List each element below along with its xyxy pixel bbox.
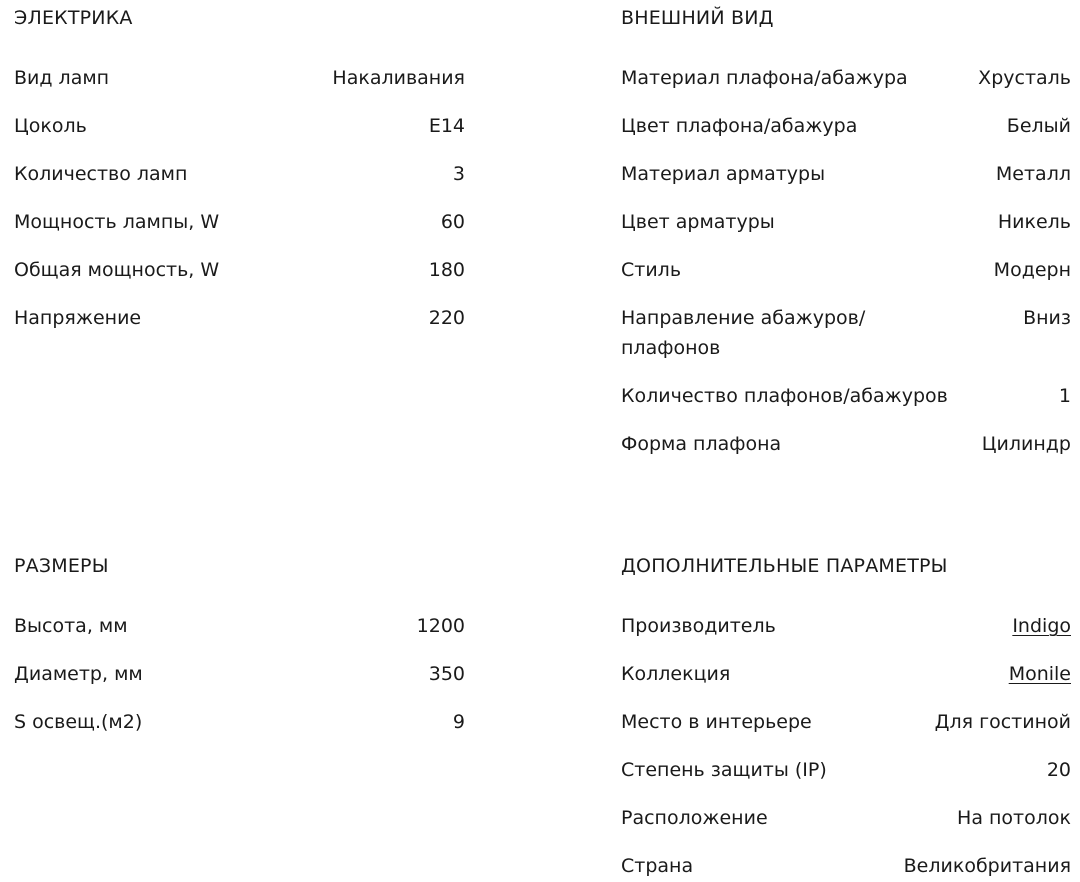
spec-value: Хрусталь bbox=[978, 67, 1071, 89]
extra-params-section bbox=[621, 551, 1071, 882]
appearance-section bbox=[621, 3, 1071, 477]
spec-row-lamp-count bbox=[14, 159, 465, 189]
spec-label: Напряжение bbox=[14, 307, 142, 329]
spec-label: Цоколь bbox=[14, 115, 87, 137]
spec-value: 1200 bbox=[416, 615, 465, 637]
spec-row-placement bbox=[621, 803, 1071, 833]
spec-value: Модерн bbox=[993, 259, 1071, 281]
spec-row-diameter bbox=[14, 659, 465, 689]
spec-row-lamp-power bbox=[14, 207, 465, 237]
spec-value: 60 bbox=[440, 211, 465, 233]
spec-row-voltage bbox=[14, 303, 465, 333]
section-title-extra: ДОПОЛНИТЕЛЬНЫЕ ПАРАМЕТРЫ bbox=[621, 555, 948, 577]
collection-link[interactable]: Monile bbox=[1008, 663, 1071, 685]
spec-row-manufacturer bbox=[621, 611, 1071, 641]
spec-row-country bbox=[621, 851, 1071, 881]
spec-label: Страна bbox=[621, 855, 694, 877]
spec-row-socket bbox=[14, 111, 465, 141]
spec-label: Стиль bbox=[621, 259, 682, 281]
spec-row-ip-rating bbox=[621, 755, 1071, 785]
spec-label: Мощность лампы, W bbox=[14, 211, 220, 233]
spec-value: Для гостиной bbox=[934, 711, 1071, 733]
spec-label: Количество ламп bbox=[14, 163, 188, 185]
spec-label: Количество плафонов/абажуров bbox=[621, 385, 948, 407]
spec-value: 180 bbox=[428, 259, 465, 281]
spec-label: Цвет плафона/абажура bbox=[621, 115, 858, 137]
section-title-sizes: РАЗМЕРЫ bbox=[14, 555, 109, 577]
spec-row-frame-material bbox=[621, 159, 1071, 189]
spec-label: Цвет арматуры bbox=[621, 211, 775, 233]
spec-label: Диаметр, мм bbox=[14, 663, 143, 685]
spec-value: Великобритания bbox=[903, 855, 1071, 877]
section-title-electric: ЭЛЕКТРИКА bbox=[14, 7, 133, 29]
spec-label: Степень защиты (IP) bbox=[621, 759, 827, 781]
spec-row-interior-place bbox=[621, 707, 1071, 737]
spec-label: Материал плафона/абажура bbox=[621, 67, 908, 89]
sizes-section bbox=[14, 551, 465, 755]
spec-value: 350 bbox=[428, 663, 465, 685]
spec-label: Производитель bbox=[621, 615, 776, 637]
spec-label: Высота, мм bbox=[14, 615, 128, 637]
spec-label: S освещ.(м2) bbox=[14, 711, 143, 733]
spec-row-shade-color bbox=[621, 111, 1071, 141]
spec-value: Цилиндр bbox=[981, 433, 1071, 455]
spec-row-total-power bbox=[14, 255, 465, 285]
spec-value: Металл bbox=[995, 163, 1071, 185]
spec-value: На потолок bbox=[957, 807, 1071, 829]
spec-value: E14 bbox=[428, 115, 465, 137]
spec-row-lamp-type bbox=[14, 63, 465, 93]
spec-row-collection bbox=[621, 659, 1071, 689]
spec-value: 1 bbox=[1058, 385, 1071, 407]
spec-value: 220 bbox=[428, 307, 465, 329]
section-title-appearance: ВНЕШНИЙ ВИД bbox=[621, 7, 774, 29]
spec-label: Общая мощность, W bbox=[14, 259, 220, 281]
spec-label: Материал арматуры bbox=[621, 163, 826, 185]
spec-row-shade-direction bbox=[621, 303, 1071, 363]
spec-row-shade-shape bbox=[621, 429, 1071, 459]
spec-label: Вид ламп bbox=[14, 67, 110, 89]
spec-label: Расположение bbox=[621, 807, 768, 829]
spec-value: 3 bbox=[452, 163, 465, 185]
spec-row-shade-material bbox=[621, 63, 1071, 93]
spec-row-frame-color bbox=[621, 207, 1071, 237]
spec-value: 9 bbox=[452, 711, 465, 733]
manufacturer-link[interactable]: Indigo bbox=[1012, 615, 1071, 637]
spec-value: Никель bbox=[997, 211, 1071, 233]
spec-label: Место в интерьере bbox=[621, 711, 812, 733]
spec-value: Накаливания bbox=[332, 67, 465, 89]
electric-section bbox=[14, 3, 465, 351]
spec-value: Белый bbox=[1006, 115, 1071, 137]
spec-label: Направление абажуров/ плафонов bbox=[621, 307, 866, 359]
spec-row-style bbox=[621, 255, 1071, 285]
spec-value: Вниз bbox=[1023, 307, 1071, 329]
spec-label: Форма плафона bbox=[621, 433, 782, 455]
spec-row-lit-area bbox=[14, 707, 465, 737]
spec-value: 20 bbox=[1046, 759, 1071, 781]
spec-label: Коллекция bbox=[621, 663, 731, 685]
spec-row-shade-count bbox=[621, 381, 1071, 411]
spec-row-height bbox=[14, 611, 465, 641]
